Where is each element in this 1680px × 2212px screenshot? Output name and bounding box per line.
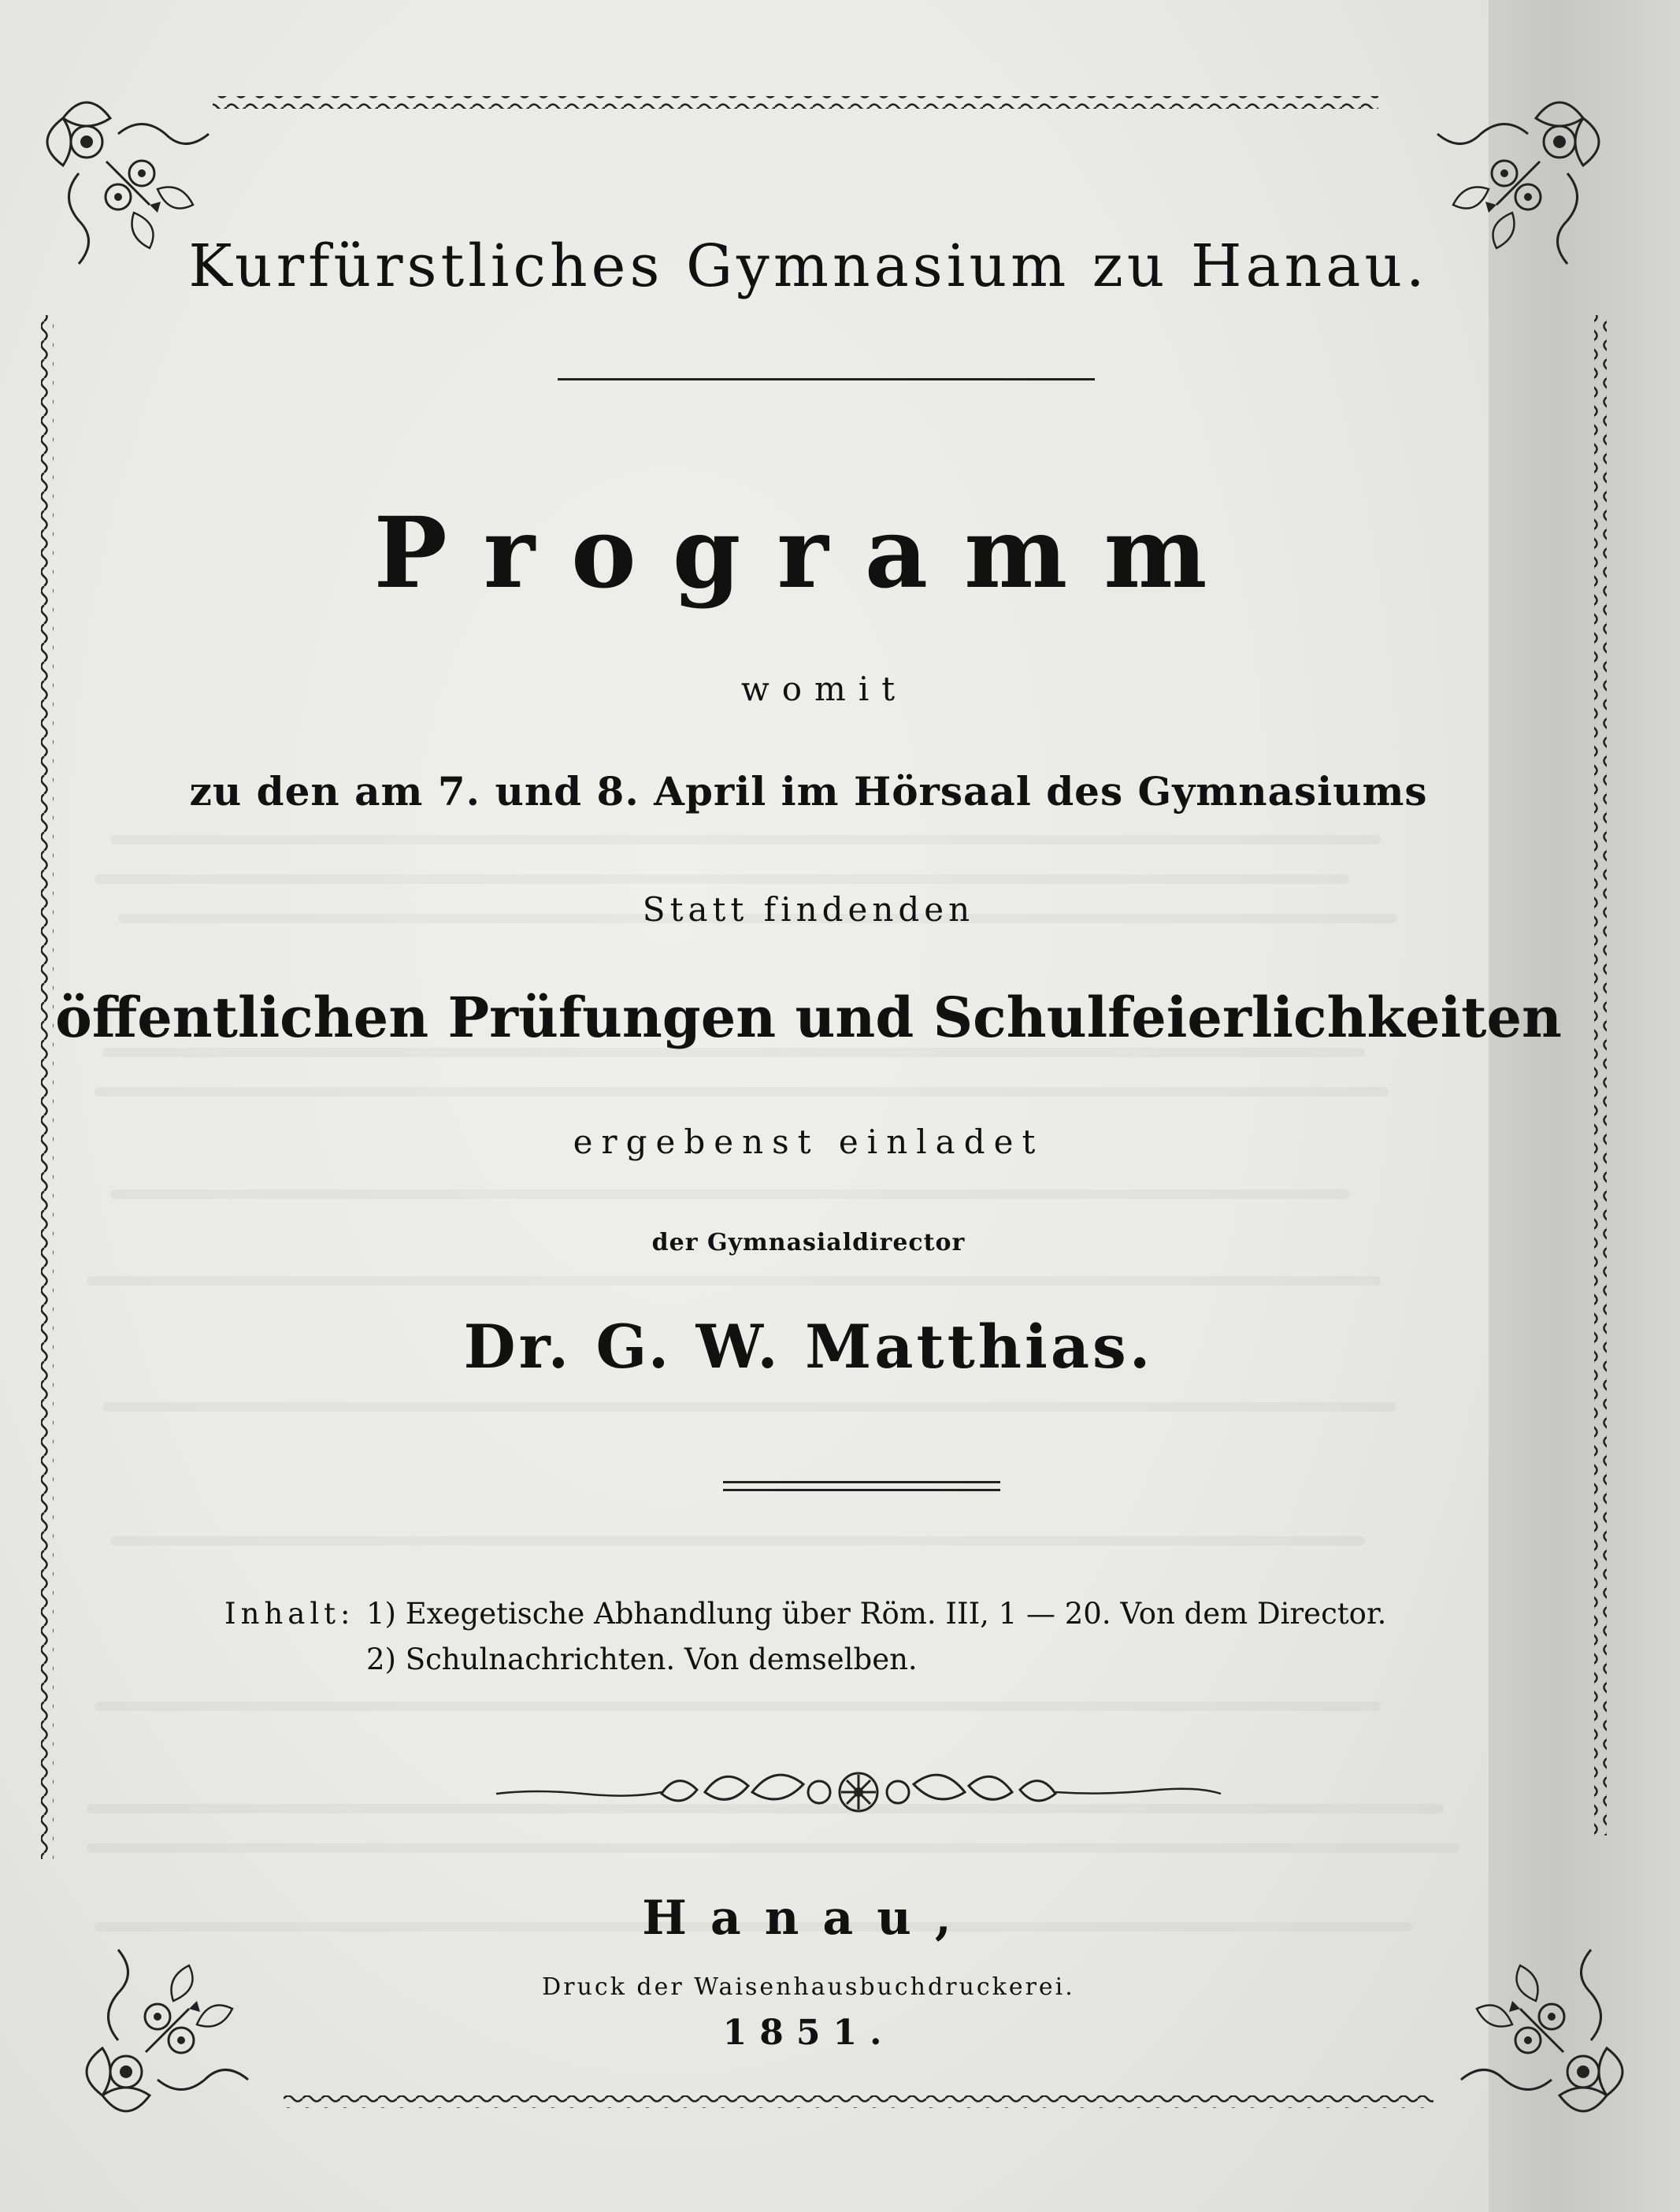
line-director: der Gymnasialdirector — [651, 1229, 966, 1256]
line-invites: ergebenst einladet — [573, 1123, 1044, 1161]
line-exams: öffentlichen Prüfungen und Schulfeierlichkeiten — [55, 985, 1562, 1050]
border-bottom-wave — [284, 2095, 1433, 2108]
printer-line: Druck der Waisenhausbuchdruckerei. — [542, 1973, 1075, 2001]
double-rule — [723, 1481, 1000, 1491]
contents-row-2 — [224, 1637, 1386, 1683]
border-top-wave — [213, 96, 1378, 109]
table-of-contents — [224, 1591, 1386, 1683]
contents-item-2: 2) Schulnachrichten. Von demselben. — [366, 1642, 918, 1676]
author-name: Dr. G. W. Matthias. — [463, 1312, 1154, 1382]
title-rule — [558, 378, 1095, 380]
contents-label: Inhalt: — [224, 1597, 355, 1631]
institution-title: Kurfürstliches Gymnasium zu Hanau. — [188, 232, 1429, 300]
place-name: Hanau, — [642, 1891, 975, 1946]
line-dates: zu den am 7. und 8. April im Hörsaal des Gymnasiums — [189, 768, 1428, 815]
program-heading: Programm — [373, 496, 1244, 611]
line-statt: Statt findenden — [642, 890, 975, 929]
publication-year: 1851. — [722, 2013, 895, 2053]
contents-item-1: 1) Exegetische Abhandlung über Röm. III, 1 — 20. Von dem Director. — [366, 1597, 1387, 1631]
vignette-ornament-icon — [488, 1761, 1229, 1824]
contents-row-1 — [224, 1591, 1386, 1637]
line-womit: womit — [740, 670, 908, 708]
